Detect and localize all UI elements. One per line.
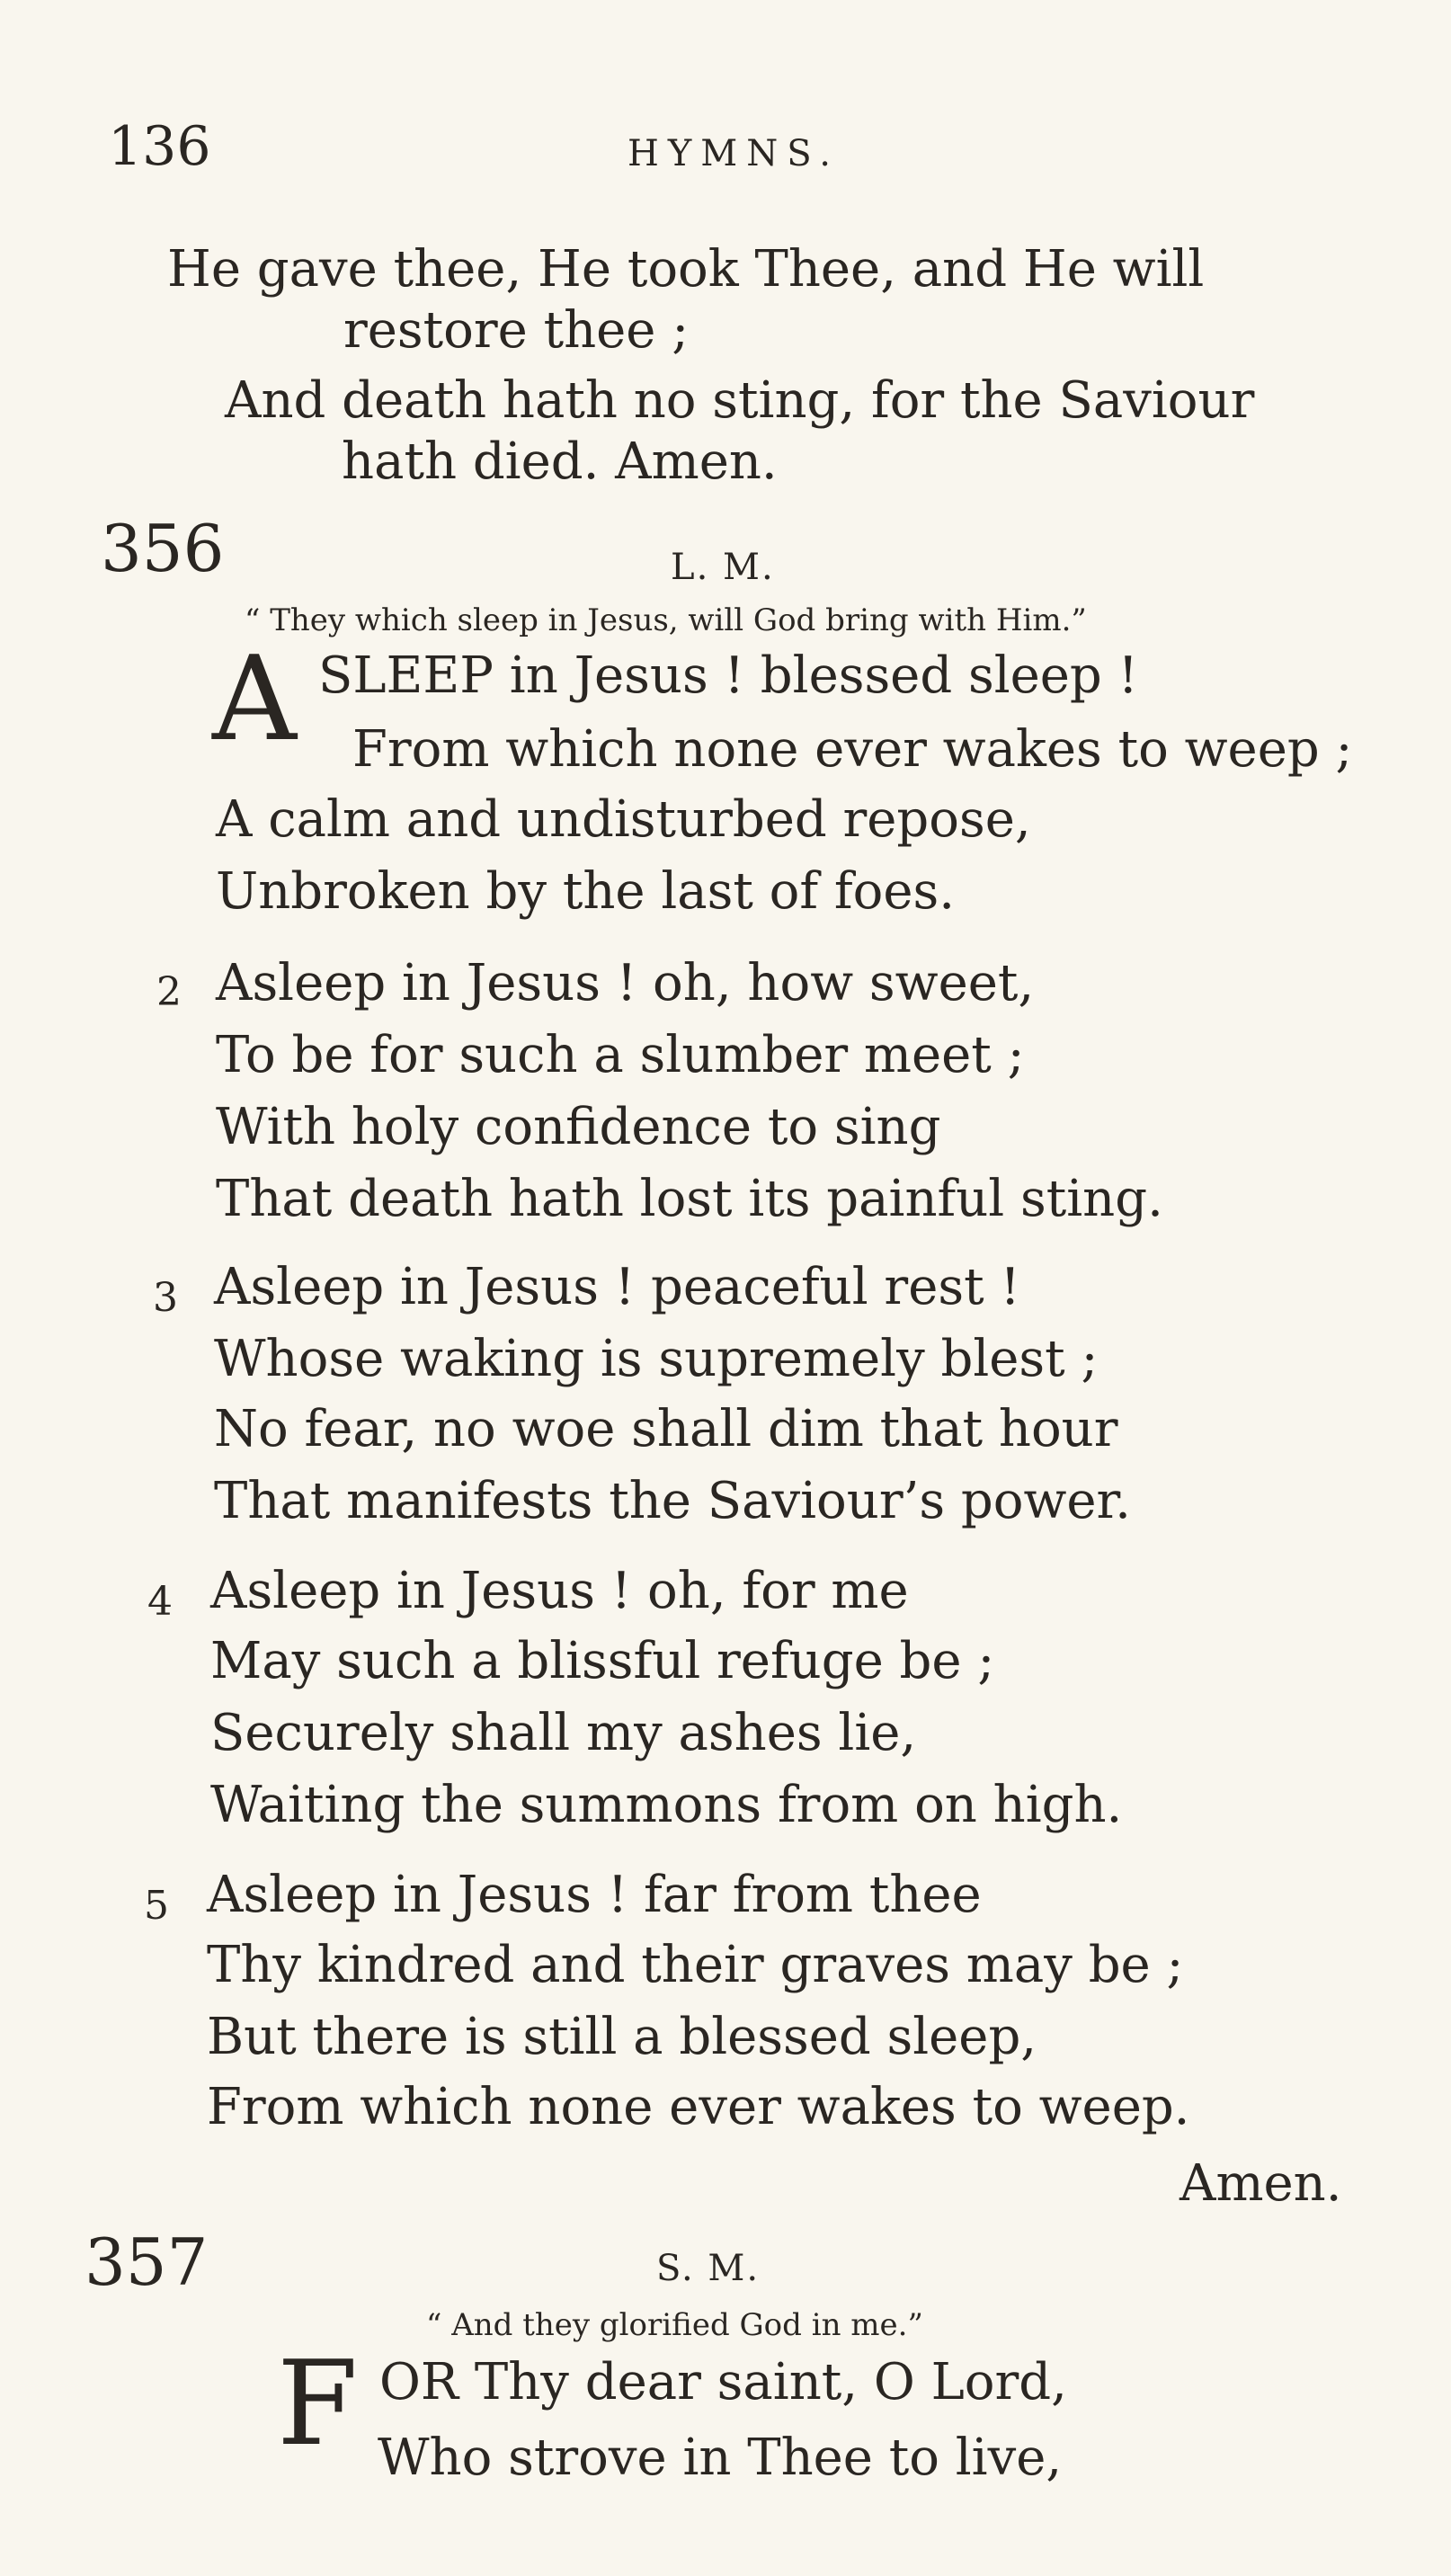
hymn-357-epigraph: “ And they glorified God in me.” [426, 2307, 923, 2343]
hymn-357-number: 357 [85, 2224, 209, 2300]
hymn-356-v1-line-2: From which none ever wakes to weep ; [352, 720, 1353, 779]
hymn-356-v4-line-4: Waiting the summons from on high. [210, 1776, 1123, 1834]
hymn-356-v5-line-1: Asleep in Jesus ! far from thee [207, 1866, 982, 1924]
hymn-356-v1-line-4: Unbroken by the last of foes. [216, 862, 956, 921]
hymn-356-v4-line-1: Asleep in Jesus ! oh, for me [210, 1562, 909, 1620]
hymn-356-v2-line-4: That death hath lost its painful sting. [216, 1170, 1163, 1228]
hymn-356-meter: L. M. [671, 547, 775, 588]
continuation-line-1 [167, 240, 1366, 299]
hymn-356-v3-line-3: No fear, no woe shall dim that hour [214, 1400, 1118, 1458]
hymn-356-drop-cap: A [212, 630, 297, 767]
hymn-356-number: 356 [101, 511, 225, 586]
hymn-356-v1-line-1: SLEEP in Jesus ! blessed sleep ! [318, 646, 1139, 705]
hymn-356-v1-line-3: A calm and undisturbed repose, [216, 790, 1031, 849]
hymn-356-v3-number: 3 [153, 1275, 178, 1321]
continuation-line-2: restore thee ; [343, 301, 690, 360]
page-number: 136 [108, 115, 211, 178]
hymn-356-v2-line-2: To be for such a slumber meet ; [216, 1026, 1025, 1084]
hymn-356-v3-line-2: Whose waking is supremely blest ; [214, 1330, 1099, 1388]
hymn-357-drop-cap: F [277, 2335, 359, 2472]
hymn-356-v2-line-3: With holy confidence to sing [216, 1098, 941, 1156]
hymn-356-v2-number: 2 [156, 969, 182, 1015]
hymn-357-meter: S. M. [656, 2248, 761, 2289]
hymn-356-v4-number: 4 [147, 1579, 173, 1625]
hymn-357-line-2: Who strove in Thee to live, [378, 2429, 1063, 2487]
hymn-356-v4-line-2: May such a blissful refuge be ; [210, 1632, 995, 1690]
running-head: HYMNS. [628, 133, 840, 174]
hymn-356-v5-line-2: Thy kindred and their graves may be ; [207, 1936, 1184, 1994]
continuation-line-3: And death hath no sting, for the Saviour [225, 371, 1255, 430]
hymn-357-line-1: OR Thy dear saint, O Lord, [379, 2353, 1067, 2411]
hymn-356-v3-line-4: That manifests the Saviour’s power. [214, 1472, 1131, 1530]
continuation-line-1-text: He gave thee, He took Thee, and He will [167, 240, 1205, 299]
hymn-356-v4-line-3: Securely shall my ashes lie, [210, 1704, 917, 1762]
hymn-356-v5-line-4: From which none ever wakes to weep. [207, 2078, 1190, 2136]
continuation-line-4: hath died. Amen. [342, 432, 778, 491]
hymn-356-v5-line-3: But there is still a blessed sleep, [207, 2008, 1037, 2066]
hymn-356-v3-line-1: Asleep in Jesus ! peaceful rest ! [214, 1258, 1020, 1316]
hymn-356-epigraph: “ They which sleep in Jesus, will God bring with Him.” [245, 602, 1087, 638]
hymn-356-amen: Amen. [1179, 2154, 1342, 2213]
hymn-356-v5-number: 5 [144, 1883, 169, 1929]
hymn-356-v2-line-1: Asleep in Jesus ! oh, how sweet, [216, 954, 1035, 1012]
